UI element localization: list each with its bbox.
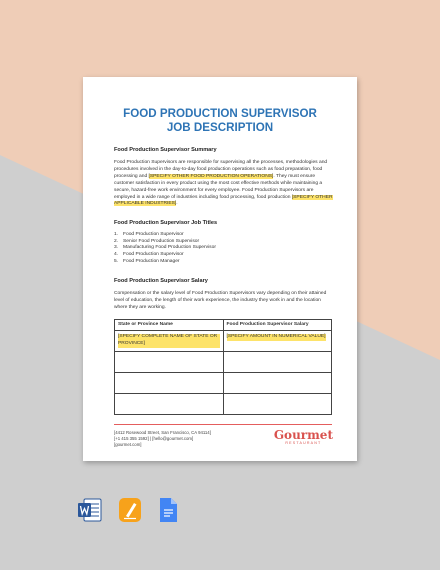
table-header-row <box>115 320 332 331</box>
table-cell <box>115 331 224 352</box>
table-cell <box>223 373 332 394</box>
table-cell <box>115 394 224 415</box>
summary-paragraph: Food Production Supervisors are responsible for supervising all the processes, methodologies and procedures involved in the day-to-day food production operations such as food preparation, food processing and [SPECIFY OTHER FOOD PRODUCTION OPERATIONS]. They must ensure customer satisfaction in every product using the most cost effective methods while maintaining a secure, hazard-free work environment for every employee. Food Production Supervisors are employed in a wide range of industries including food processing, food production [SPECIFY OTHER APPLICABLE INDUSTRIES]. <box>114 160 333 207</box>
footer-website: [gourmet.com] <box>114 442 142 448</box>
table-row <box>115 373 332 394</box>
table-cell <box>223 331 332 352</box>
list-item: 1. Food Production Supervisor <box>114 232 184 237</box>
word-icon[interactable] <box>78 497 102 523</box>
list-item: 3. Manufacturing Food Production Supervisor <box>114 245 216 251</box>
footer-address: [4412 Rosewood Street, San Francisco, CA 94114] <box>114 430 211 435</box>
pages-icon[interactable] <box>118 497 142 523</box>
document-title-line1: FOOD PRODUCTION SUPERVISOR <box>123 107 317 120</box>
summary-placeholder-industries: [SPECIFY OTHER APPLICABLE INDUSTRIES] <box>114 194 333 207</box>
salary-placeholder: [SPECIFY AMOUNT IN NUMERICAL VALUE] <box>226 334 326 339</box>
table-cell <box>115 373 224 394</box>
list-item: 4. Food Production Supervisor <box>114 252 184 258</box>
summary-heading: Food Production Supervisor Summary <box>114 147 217 153</box>
list-item: 5. Food Production Manager <box>114 258 180 264</box>
footer-divider <box>114 424 332 425</box>
gourmet-logo <box>274 429 333 446</box>
google-docs-icon[interactable] <box>156 497 180 523</box>
footer-contact <box>114 430 211 449</box>
logo-brand: Gourmet <box>273 428 333 442</box>
summary-placeholder-operations: [SPECIFY OTHER FOOD PRODUCTION OPERATIONS] <box>148 173 274 179</box>
job-titles-list <box>114 232 216 266</box>
table-row <box>115 331 332 352</box>
table-row <box>115 394 332 415</box>
salary-heading: Food Production Supervisor Salary <box>114 278 208 284</box>
document-page <box>83 77 357 461</box>
list-item: 2. Senior Food Production Supervisor <box>114 238 200 244</box>
table-cell <box>115 352 224 373</box>
salary-paragraph: Compensation or the salary level of Food Production Supervisors vary depending on their attained level of education, the length of their work experience, the industry they work in and the location where they are working. <box>114 291 327 310</box>
job-titles-heading: Food Production Supervisor Job Titles <box>114 220 218 226</box>
table-cell <box>223 394 332 415</box>
table-header-state: State or Province Name <box>115 320 224 331</box>
table-row <box>115 352 332 373</box>
footer-phone-email: [+1 415 355 1592] | [hello@gourmet.com] <box>114 436 194 442</box>
table-cell <box>223 352 332 373</box>
state-placeholder: [SPECIFY COMPLETE NAME OF STATE OR PROVINCE] <box>118 334 220 348</box>
document-title-line2: JOB DESCRIPTION <box>166 121 274 134</box>
salary-table <box>114 319 332 415</box>
logo-subtitle: RESTAURANT <box>285 441 322 445</box>
table-header-salary: Food Production Supervisor Salary <box>223 320 332 331</box>
